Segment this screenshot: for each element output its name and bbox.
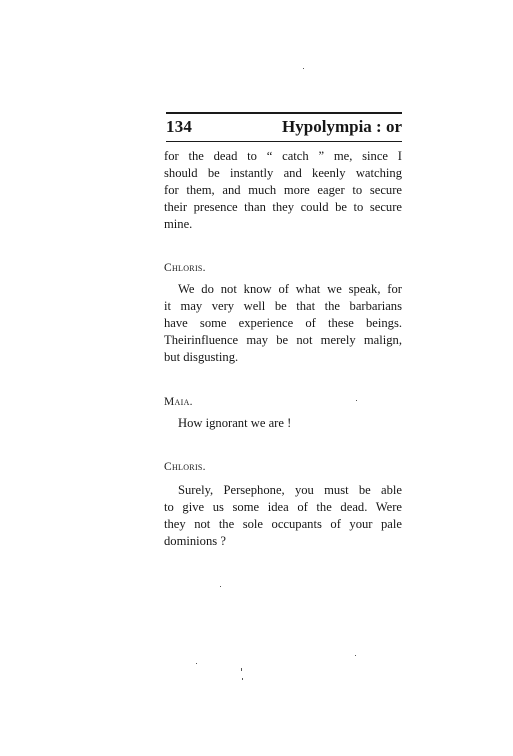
- speech-paragraph: [164, 281, 402, 366]
- text-line: for the dead to “ catch ” me, since I: [164, 149, 402, 163]
- text-line: it may very well be that the barbarians: [164, 299, 402, 313]
- header-rule: [166, 112, 402, 114]
- scan-speck: [242, 678, 243, 680]
- scan-speck: [241, 668, 242, 671]
- text-line: should be instantly and keenly watching: [164, 166, 402, 180]
- text-line: Theirinfluence may be not merely malign,: [164, 333, 402, 347]
- running-title: Hypolympia : or: [282, 117, 402, 136]
- text-line: Surely, Persephone, you must be able: [178, 483, 402, 497]
- speech-paragraph: [164, 482, 402, 550]
- text-line: they not the sole occupants of your pale: [164, 517, 402, 531]
- text-line: dominions ?: [164, 534, 226, 548]
- text-line: but disgusting.: [164, 350, 239, 364]
- scan-speck: [196, 663, 197, 664]
- text-line: their presence than they could be to secure: [164, 200, 402, 214]
- speaker-label: Maia.: [164, 396, 193, 408]
- header-underline: [166, 141, 402, 142]
- text-line: We do not know of what we speak, for: [178, 282, 402, 296]
- passage-continuation: [164, 148, 402, 233]
- speaker-label: Chloris.: [164, 461, 206, 473]
- speech-paragraph: [164, 415, 402, 432]
- text-line: to give us some idea of the dead. Were: [164, 500, 402, 514]
- scan-speck: [220, 586, 221, 587]
- scan-speck: [303, 68, 304, 69]
- text-line: How ignorant we are !: [178, 416, 292, 430]
- speaker-label: Chloris.: [164, 262, 206, 274]
- scan-speck: [356, 400, 357, 401]
- text-line: for them, and much more eager to secure: [164, 183, 402, 197]
- page-number: 134: [166, 117, 193, 136]
- text-line: mine.: [164, 217, 193, 231]
- text-line: have some experience of these beings.: [164, 316, 402, 330]
- scan-speck: [355, 655, 356, 656]
